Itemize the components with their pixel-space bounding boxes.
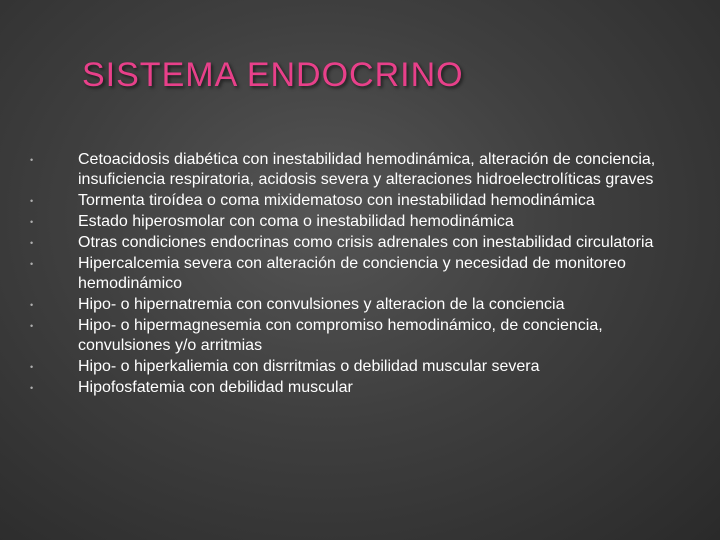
bullet-text: Cetoacidosis diabética con inestabilidad hemodinámica, alteración de conciencia, insuficiencia respiratoria, acidosis severa y alteraciones hidroelectrolíticas graves <box>78 151 656 188</box>
bullet-item <box>30 378 680 398</box>
bullet-icon: • <box>30 259 34 269</box>
bullet-item <box>30 316 680 356</box>
bullet-item <box>30 150 680 190</box>
bullet-item <box>30 254 680 294</box>
bullet-text: Hipofosfatemia con debilidad muscular <box>78 379 353 396</box>
bullet-text: Hipo- o hipermagnesemia con compromiso hemodinámico, de conciencia, convulsiones y/o arritmias <box>78 317 603 354</box>
bullet-icon: • <box>30 321 34 331</box>
bullet-icon: • <box>30 155 34 165</box>
bullet-item <box>30 191 680 211</box>
bullet-item <box>30 212 680 232</box>
bullet-icon: • <box>30 196 34 206</box>
bullet-item <box>30 295 680 315</box>
bullet-text: Tormenta tiroídea o coma mixidematoso con inestabilidad hemodinámica <box>78 192 595 209</box>
bullet-item <box>30 357 680 377</box>
bullet-text: Hipo- o hiperkaliemia con disrritmias o debilidad muscular severa <box>78 358 540 375</box>
bullet-list <box>30 150 680 399</box>
slide-title: SISTEMA ENDOCRINO <box>82 56 464 94</box>
bullet-text: Estado hiperosmolar con coma o inestabilidad hemodinámica <box>78 213 514 230</box>
bullet-text: Hipo- o hipernatremia con convulsiones y alteracion de la conciencia <box>78 296 565 313</box>
bullet-icon: • <box>30 217 34 227</box>
bullet-icon: • <box>30 300 34 310</box>
bullet-icon: • <box>30 362 34 372</box>
bullet-icon: • <box>30 238 34 248</box>
bullet-item <box>30 233 680 253</box>
bullet-text: Hipercalcemia severa con alteración de conciencia y necesidad de monitoreo hemodinámico <box>78 255 626 292</box>
bullet-icon: • <box>30 383 34 393</box>
bullet-text: Otras condiciones endocrinas como crisis adrenales con inestabilidad circulatoria <box>78 234 654 251</box>
